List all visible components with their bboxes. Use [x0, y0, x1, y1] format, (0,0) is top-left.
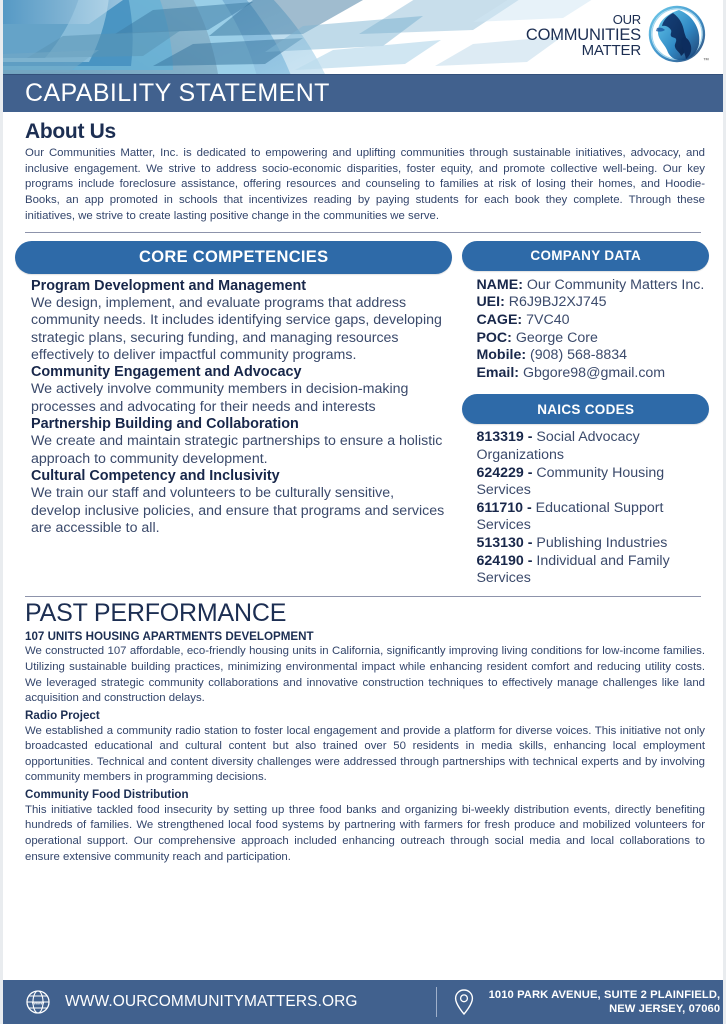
company-data-value: Our Community Matters Inc.	[526, 276, 705, 293]
header-banner	[3, 0, 726, 74]
footer-website-group[interactable]	[3, 989, 358, 1015]
competency-item	[31, 278, 446, 365]
competency-description: We create and maintain strategic partnerships to ensure a holistic approach to community development.	[31, 433, 443, 467]
naics-code: 624229 -	[476, 464, 537, 481]
company-data-heading-label: COMPANY DATA	[530, 248, 642, 264]
naics-section	[462, 394, 709, 587]
company-data-row	[476, 294, 705, 312]
naics-description: Community Housing Services	[476, 464, 665, 499]
naics-header	[462, 394, 709, 424]
naics-row	[476, 465, 709, 500]
project-description: We established a community radio station to foster local engagement and provide a platform for diverse voices. This initiative not only broadcasted educational and cultural content but also trained over 50 residents in media skills, enhancing local employment opportunities. Technical and content diversity challenges were addressed through partnerships with technical experts and by involving community members in programming decisions.	[25, 724, 705, 784]
competency-item	[31, 468, 446, 537]
logo-trademark: ™	[703, 58, 709, 64]
past-performance-section	[3, 597, 723, 865]
company-data-row	[476, 347, 705, 365]
naics-row	[476, 535, 709, 553]
company-data-list	[462, 271, 709, 383]
location-pin-icon	[451, 987, 477, 1017]
past-performance-project	[25, 708, 705, 786]
project-title: Community Food Distribution	[25, 788, 189, 802]
footer-website-url[interactable]: WWW.OURCOMMUNITYMATTERS.ORG	[65, 993, 358, 1010]
company-data-row	[476, 330, 705, 348]
naics-code: 611710 -	[476, 499, 536, 516]
footer-separator	[436, 987, 437, 1017]
two-column-area	[3, 233, 723, 588]
project-description: We constructed 107 affordable, eco-friendly housing units in California, significantly improving living conditions for low-income families. Utilizing sustainable building practices, minimizing environmental impact while enhancing resident comfort and reducing utility costs. We leveraged strategic community collaborations and innovative construction techniques to effectively manage challenges like land acquisition and construction delays.	[25, 645, 705, 705]
company-data-row	[476, 277, 705, 295]
company-data-value: Gbgore98@gmail.com	[522, 364, 666, 381]
svg-text:www: www	[31, 1000, 45, 1007]
footer-address-line-1: 1010 PARK AVENUE, SUITE 2 PLAINFIELD,	[488, 989, 721, 1001]
document-title-bar	[3, 74, 723, 112]
company-data-label: POC:	[476, 329, 512, 346]
project-description: This initiative tackled food insecurity by setting up three food banks and organizing bi-weekly distribution events, directly benefiting hundreds of families. We strengthened local food systems by partnering with farmers for fresh produce and mobilized volunteers for operational support. Our comprehensive approach included enhancing outreach through social media and local collaborations to ensure extensive community reach and participation.	[25, 803, 705, 863]
footer-address	[489, 988, 721, 1016]
company-data-row	[476, 365, 705, 383]
about-section	[3, 112, 723, 225]
competency-title: Cultural Competency and Inclusivity	[31, 468, 280, 485]
competency-description: We train our staff and volunteers to be culturally sensitive, develop inclusive policies, and ensure that programs and services are accessible to all.	[31, 485, 445, 536]
naics-code: 813319 -	[476, 429, 537, 446]
naics-code: 513130 -	[476, 534, 537, 551]
core-competencies-heading-label: CORE COMPETENCIES	[139, 247, 329, 266]
company-data-row	[476, 312, 705, 330]
naics-list	[462, 424, 709, 587]
logo-wordmark	[526, 13, 641, 58]
project-title: 107 UNITS HOUSING APARTMENTS DEVELOPMENT	[25, 629, 314, 643]
company-data-header	[462, 241, 709, 271]
company-data-label: NAME:	[476, 276, 523, 293]
company-data-label: UEI:	[476, 294, 505, 311]
company-logo	[526, 4, 709, 68]
globe-logo-icon	[643, 4, 709, 68]
company-data-label: Mobile:	[476, 347, 527, 364]
core-competencies-column	[15, 241, 452, 588]
past-performance-heading: PAST PERFORMANCE	[25, 598, 287, 627]
core-competencies-list	[15, 274, 452, 538]
logo-line-2: COMMUNITIES	[525, 25, 641, 44]
competency-description: We design, implement, and evaluate programs that address community needs. It includes identifying service gaps, developing strategic plans, securing funding, and managing resources effectively to deliver impactful community programs.	[31, 294, 442, 363]
about-heading: About Us	[25, 120, 116, 143]
footer-address-group	[451, 987, 721, 1017]
competency-title: Partnership Building and Collaboration	[31, 416, 299, 433]
naics-description: Social Advocacy Organizations	[476, 429, 640, 463]
naics-row	[476, 500, 709, 535]
competency-title: Community Engagement and Advocacy	[31, 364, 302, 381]
naics-heading-label: NAICS CODES	[537, 401, 635, 417]
page-title: CAPABILITY STATEMENT	[25, 79, 330, 107]
naics-row	[476, 553, 709, 588]
naics-description: Educational Support Services	[476, 499, 664, 534]
company-data-label: CAGE:	[476, 311, 523, 328]
page-footer	[3, 979, 726, 1024]
logo-line-3: MATTER	[581, 42, 641, 60]
company-data-value: R6J9BJ2XJ745	[508, 294, 607, 311]
about-body: Our Communities Matter, Inc. is dedicated to empowering and uplifting communities through sustainable initiatives, advocacy, and inclusive engagement. We strive to address socio-economic disparities, foster equity, and promote collective well-being. Our key programs include foreclosure assistance, offering resources and counseling to families at risk of losing their homes, and Hoodie-Books, an app promoted in schools that incentivizes reading by paying students for each book they complete. Through these initiatives, we strive to create lasting positive change in the communities we serve.	[25, 147, 705, 222]
competency-item	[31, 416, 446, 468]
competency-title: Program Development and Management	[31, 277, 307, 294]
company-data-value: George Core	[515, 329, 598, 346]
competency-item	[31, 364, 446, 416]
logo-line-1: OUR	[612, 12, 641, 28]
company-data-value: (908) 568-8834	[530, 347, 628, 364]
competency-description: We actively involve community members in decision-making processes and advocating for their needs and interests	[31, 381, 409, 415]
core-competencies-header	[15, 241, 452, 274]
naics-description: Publishing Industries	[536, 534, 668, 551]
naics-row	[476, 429, 709, 464]
company-data-label: Email:	[476, 364, 520, 381]
company-info-column	[462, 241, 709, 588]
naics-code: 624190 -	[476, 552, 537, 569]
footer-address-line-2: NEW JERSEY, 07060	[609, 1003, 721, 1015]
company-data-value: 7VC40	[526, 311, 570, 328]
past-performance-project	[25, 629, 705, 707]
naics-description: Individual and Family Services	[476, 552, 670, 587]
globe-icon	[25, 989, 51, 1015]
project-title: Radio Project	[25, 708, 100, 722]
past-performance-project	[25, 787, 705, 865]
